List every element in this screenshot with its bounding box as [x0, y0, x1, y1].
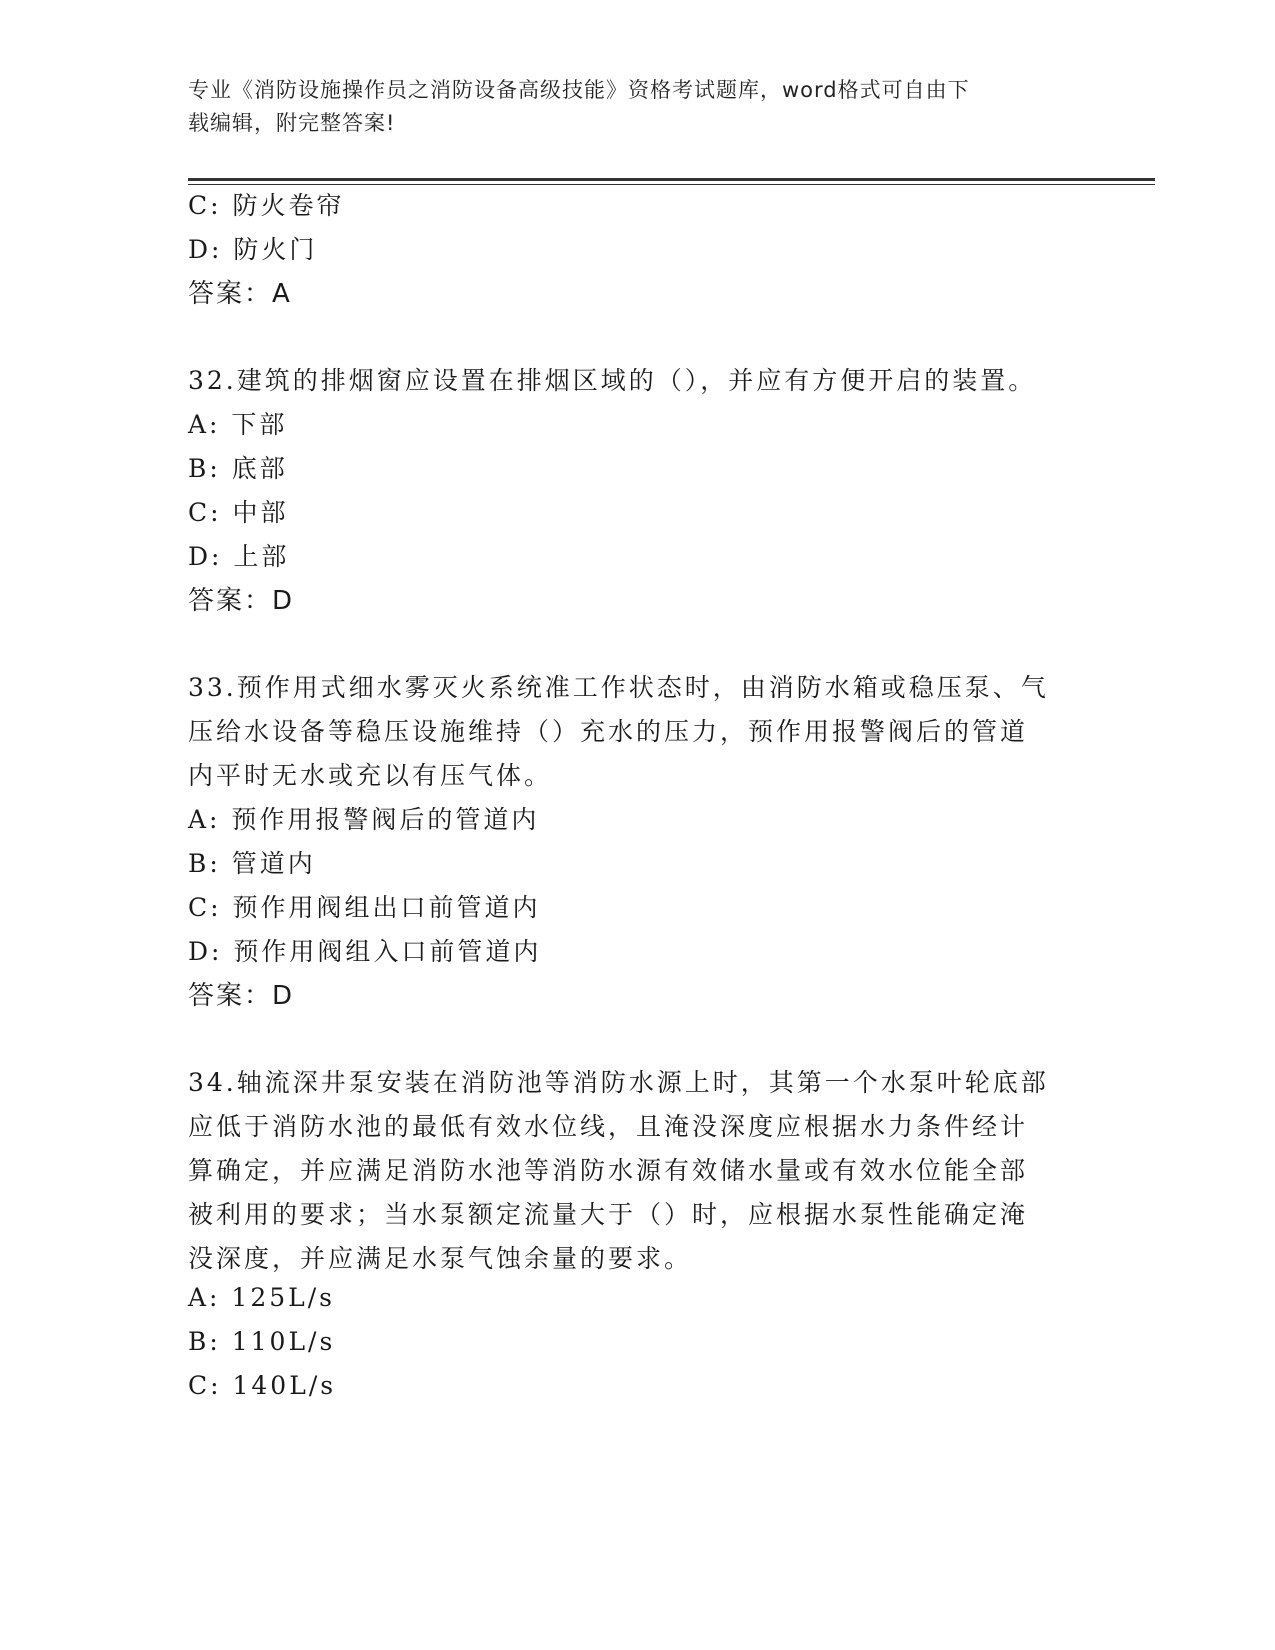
option-c: C: 预作用阀组出口前管道内 — [188, 893, 541, 922]
option-c: C: 140L/s — [188, 1371, 337, 1400]
question-32-stem: 32.建筑的排烟窗应设置在排烟区域的（），并应有方便开启的装置。 — [188, 366, 1037, 395]
question-34-stem: 应低于消防水池的最低有效水位线，且淹没深度应根据水力条件经计 — [188, 1112, 1029, 1141]
option-a: A: 预作用报警阀后的管道内 — [188, 805, 540, 834]
option-d: D: 上部 — [188, 542, 290, 571]
option-b: B: 110L/s — [188, 1327, 336, 1356]
answer: 答案：A — [188, 279, 292, 309]
question-33-stem: 内平时无水或充以有压气体。 — [188, 761, 553, 790]
answer: 答案：D — [188, 981, 295, 1011]
question-34-stem: 算确定，并应满足消防水池等消防水源有效储水量或有效水位能全部 — [188, 1156, 1029, 1185]
question-33-stem: 压给水设备等稳压设施维持（）充水的压力，预作用报警阀后的管道 — [188, 717, 1029, 746]
option-c: C: 防火卷帘 — [188, 191, 345, 220]
question-33-stem: 33.预作用式细水雾灭火系统准工作状态时，由消防水箱或稳压泵、气 — [188, 673, 1049, 702]
question-34-stem: 被利用的要求；当水泵额定流量大于（）时，应根据水泵性能确定淹 — [188, 1200, 1029, 1229]
question-34-stem: 没深度，并应满足水泵气蚀余量的要求。 — [188, 1244, 693, 1273]
option-a: A: 下部 — [188, 410, 288, 439]
question-34-stem: 34.轴流深井泵安装在消防池等消防水源上时，其第一个水泵叶轮底部 — [188, 1068, 1049, 1097]
option-a: A: 125L/s — [188, 1283, 335, 1312]
header-rule-thick — [188, 178, 1155, 181]
option-d: D: 预作用阀组入口前管道内 — [188, 937, 542, 966]
option-d: D: 防火门 — [188, 235, 318, 264]
option-b: B: 底部 — [188, 454, 288, 483]
answer: 答案：D — [188, 586, 295, 616]
option-b: B: 管道内 — [188, 849, 316, 878]
header-rule-thin — [188, 184, 1155, 185]
document-header — [188, 74, 1088, 140]
header-line-1: 专业《消防设施操作员之消防设备高级技能》资格考试题库，word格式可自由下 — [188, 78, 970, 102]
header-line-2: 载编辑，附完整答案! — [188, 111, 396, 135]
option-c: C: 中部 — [188, 498, 289, 527]
